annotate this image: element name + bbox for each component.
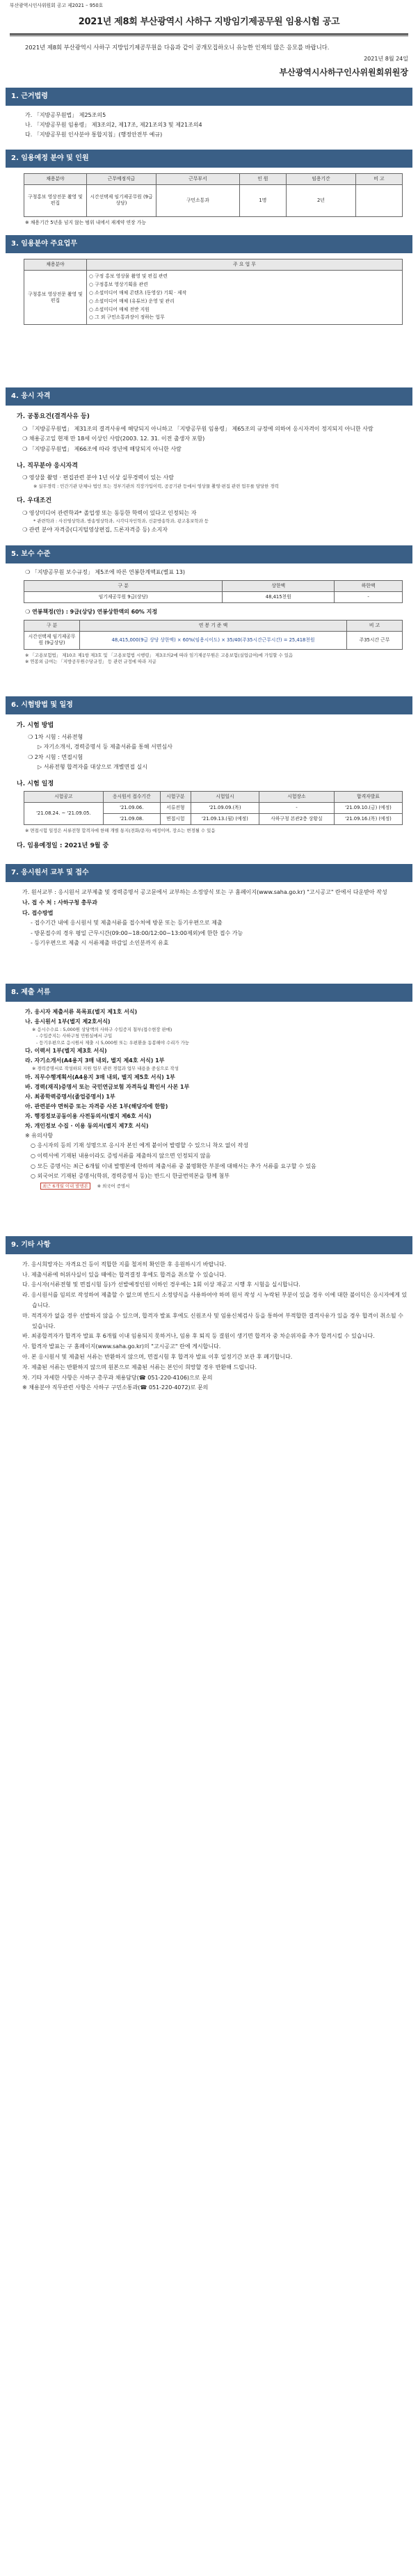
list-item: 다. 접수방법 [22, 909, 54, 916]
salary-note: ※ 연봉외 급여는 「지방공무원수당규정」 등 관련 규정에 따라 지급 [25, 659, 156, 665]
table-cell: '21.09.08. [103, 814, 160, 825]
announcement-number: 부산광역시인사위원회 공고 제2021 – 950호 [10, 3, 104, 8]
method-item: - 접수기간 내에 응시원서 및 제출서류를 접수처에 방문 또는 등기우편으로 제출 [31, 920, 223, 927]
list-item: 나. 접 수 처 : 사하구청 총무과 [22, 899, 97, 906]
table-header: 상한액 [223, 580, 335, 591]
table-header: 근무예정직급 [87, 173, 156, 184]
subheading: 가. 시험 방법 [17, 721, 54, 729]
salary-limit-table [24, 580, 403, 603]
caution-item: ○ 외국어로 기재된 증명서(학위, 경력증명서 등)는 반드시 한글번역본을 함께 첨부 [31, 1173, 230, 1180]
table-cell: 주35시간 근무 [347, 632, 403, 649]
list-note: * 관련학과 : 사진영상학과, 방송영상학과, 시각디자인학과, 신문방송학과, 광고홍보학과 등 [33, 518, 209, 525]
table-header: 주 요 업 무 [87, 259, 403, 270]
list-item: 다. 응시자(서류전형 및 면접시험 등)가 선발예정인원 이하인 경우에는 1회 이상 재공고 시행 후 시험을 실시합니다. [22, 1281, 300, 1288]
list-item: 가. 원서교부 : 응시원서 교부제출 및 경력증명서 공고문에서 교부하는 소정양식 또는 구 홈페이지(www.saha.go.kr) "고시공고" 란에서 다운받아 작성 [22, 888, 387, 895]
list-item: ❍ 관련 분야 자격증(디지털영상편집, 드론자격증 등) 소지자 [22, 526, 168, 533]
doc-item: 사. 최종학력증명서(졸업증명서) 1부 [25, 1093, 115, 1100]
highlight-recent [40, 1183, 408, 1190]
table-cell: 구청홍보 영상전문 촬영 및 편집 [24, 184, 87, 216]
list-item: 나. 제출서류에 허위사실이 있을 때에는 합격결정 후에도 합격을 취소할 수 있습니다. [22, 1271, 227, 1278]
caution-item: ○ 모든 증명서는 최근 6개월 이내 발행본에 한하며 제출서류 중 불명확한 부분에 대해서는 추가 서류를 요구할 수 있음 [31, 1162, 316, 1169]
doc-item: 바. 경력(재직)증명서 또는 국민연금보험 자격득실 확인서 사본 1부 [25, 1083, 190, 1090]
caution-item: ○ 이력서에 기재된 내용이라도 증빙서류를 제출하지 않으면 인정되지 않음 [31, 1152, 211, 1159]
issuer: 부산광역시사하구인사위원회위원장 [279, 67, 408, 77]
doc-note: - 수입증지는 사하구청 민원실에서 구입 [36, 1033, 113, 1039]
schedule-note: ※ 면접시험 일정은 서류전형 합격자에 한해 개별 통지(전화/문자) 예정이며, 장소는 변경될 수 있음 [25, 828, 216, 834]
section-exam-schedule: 6. 시험방법 및 일정 [6, 696, 412, 714]
doc-note: - 등기우편으로 응시원서 제출 시 5,000원 또는 우편환을 동봉해야 수리가 가능 [36, 1039, 189, 1046]
doc-note: ※ 경력증명서로 작성하되 지원 업무 관련 경험과 업무 내용을 중심으로 작성 [32, 1066, 179, 1072]
list-item: 바. 최종합격자가 합격자 발표 후 6개월 이내 임용되지 못하거나, 임용 후 퇴직 등 결원이 생기면 합격자 중 차순위자를 추가 합격시킬 수 있습니다. [22, 1333, 375, 1340]
table-cell: 구청홍보 영상전문 촬영 및 편집 [24, 271, 87, 325]
subheading: 다. 우대조건 [17, 497, 52, 505]
table-note: ※ 채용기간 5년을 넘지 않는 범위 내에서 재계약 연장 가능 [25, 219, 146, 225]
table-cell [355, 184, 402, 216]
caution-item: ○ 응시자의 등의 기재 성명으로 응시자 본인 에게 붙이어 발령할 수 있으니 착오 없이 작성 [31, 1142, 249, 1149]
doc-item: 자. 행정정보공동이용 사전동의서(별지 제6호 서식) [25, 1112, 152, 1119]
table-cell: 48,415천원 [223, 591, 335, 602]
list-item: 사. 합격자 발표는 구 홈페이지(www.saha.go.kr)의 "고시공고" 란에 게시합니다. [22, 1343, 221, 1350]
section-legal-basis: 1. 근거법령 [6, 88, 412, 106]
table-cell: - [259, 802, 334, 813]
exam-step-detail: ▷ 자기소개서, 경력증명서 등 제출서류를 통해 서면심사 [38, 744, 172, 751]
table-header: 합격자발표 [334, 791, 402, 802]
recruitment-table [24, 173, 403, 217]
table-header: 응시원서 접수기간 [103, 791, 160, 802]
list-item: 다. 「지방공무원 인사분야 통합지침」(행정안전부 예규) [25, 131, 163, 138]
method-item: - 등기우편으로 제출 시 서류제출 마감일 소인분까지 유효 [31, 940, 169, 947]
doc-item: 아. 관련분야 면허증 또는 자격증 사본 1부(해당자에 한함) [25, 1103, 168, 1110]
page-title: 2021년 제8회 부산광역시 사하구 지방임기제공무원 임용시험 공고 [78, 17, 340, 28]
table-header: 시험장소 [259, 791, 334, 802]
duty-item: ○ 소셜미디어 매체 콘텐츠 (동영상) 기획 · 제작 [89, 289, 187, 296]
table-cell: - [335, 591, 403, 602]
table-header: 인 원 [239, 173, 286, 184]
table-cell: 2년 [286, 184, 355, 216]
table-header: 비 고 [355, 173, 402, 184]
doc-item: 다. 이력서 1부(별지 제3호 서식) [25, 1048, 107, 1055]
table-header: 구 분 [24, 621, 80, 632]
list-item: ❍ 「지방공무원법」 제31조의 결격사유에 해당되지 아니하고 「지방공무원 임용령」 제65조의 규정에 의하여 응시자격이 정지되지 아니한 사람 [22, 425, 373, 432]
table-header: 구 분 [24, 580, 223, 591]
table-header: 시험구분 [160, 791, 191, 802]
list-item: ❍ 「지방공무원법」 제66조에 따라 정년에 해당되지 아니한 사람 [22, 446, 182, 453]
announcement-date: 2021년 8월 24일 [364, 55, 408, 62]
table-header: 비 고 [347, 621, 403, 632]
salary-reference: ❍ 「지방공무원 보수규정」 제5조에 따른 연봉한계액표(별표 13) [25, 568, 185, 575]
duty-item: ○ 그 외 구민소통과장이 정하는 업무 [89, 314, 165, 321]
salary-note: ※ 「고용보험법」 제10조 제1항 제3호 및 「고용보험법 시행령」 제3조의2에 따라 임기제공무원은 고용보험(실업급여)에 가입할 수 있음 [25, 652, 294, 658]
duties-table [24, 259, 403, 326]
caution-heading: ※ 유의사항 [25, 1132, 54, 1139]
doc-item: 라. 자기소개서(A4용지 3매 내외, 별지 제4호 서식) 1부 [25, 1057, 165, 1064]
list-item: ※ 채용분야 직무관련 사항은 사하구 구민소통과(☎ 051-220-4072)로 문의 [22, 1384, 209, 1391]
duty-item: ○ 소셜미디어 매체 (유튜브) 운영 및 관리 [89, 298, 175, 304]
duties-cell [87, 271, 403, 325]
table-cell: 시간선택제 임기제공무원 (9급상당) [24, 632, 80, 649]
table-cell: 면접시험 [160, 814, 191, 825]
intro-paragraph: 2021년 제8회 부산광역시 사하구 지방임기제공무원을 다음과 같이 공개모집하오니 유능한 인재의 많은 응모를 바랍니다. [25, 43, 330, 51]
section-duties: 3. 임용분야 주요업무 [6, 235, 412, 253]
table-cell: '21.09.06. [103, 802, 160, 813]
salary-calc-table [24, 620, 403, 650]
exam-step-detail: ▷ 서류전형 합격자를 대상으로 개별면접 실시 [38, 764, 147, 771]
table-header: 시험일시 [191, 791, 259, 802]
table-cell: 사하구청 본관2층 상황실 [259, 814, 334, 825]
table-header: 연 봉 기 준 액 [80, 621, 347, 632]
table-cell: 시간선택제 임기제공무원 (9급상당) [87, 184, 156, 216]
section-documents: 8. 제출 서류 [6, 984, 412, 1002]
table-cell: 1명 [239, 184, 286, 216]
section-recruitment: 2. 임용예정 분야 및 인원 [6, 150, 412, 168]
table-cell: 48,415,000(9급 상당 상한액) × 60%(임용시이도) × 35/40(주35시간근무시간) = 25,418천원 [80, 632, 347, 649]
duty-item: ○ 구정홍보 영상기획을 관련 [89, 281, 148, 287]
list-item: ❍ 영상미디어 관련학과* 졸업생 또는 동등한 학력이 있다고 인정되는 자 [22, 509, 197, 516]
list-item: 마. 적격자가 없을 경우 선발하지 않을 수 있으며, 합격자 발표 후에도 신원조사 및 임용신체검사 등을 통하여 부적합한 결격사유가 있을 경우 합격이 취소될 수 있습니다. [22, 1312, 403, 1329]
doc-item: 차. 개인정보 수집 · 이용 동의서(별지 제7호 서식) [25, 1122, 149, 1129]
schedule-table [24, 791, 403, 826]
subheading: 나. 시험 일정 [17, 780, 54, 787]
duty-item: ○ 소셜미디어 매체 전반 지원 [89, 306, 150, 312]
doc-item: 가. 응시자 제출서류 목록표(별지 제1호 서식) [25, 1008, 138, 1015]
table-cell: 서류전형 [160, 802, 191, 813]
section-application: 7. 응시원서 교부 및 접수 [6, 864, 412, 882]
section-other: 9. 기타 사항 [6, 1236, 412, 1254]
list-item: 아. 본 응시원서 및 제출된 서류는 반환하지 않으며, 면접시험 후 합격자 발표 이후 일정기간 보관 후 폐기합니다. [22, 1353, 293, 1360]
list-item: 자. 제출된 서류는 반환하지 않으며 원본으로 제출된 서류는 본인이 희망할 경우 반환해 드립니다. [22, 1363, 257, 1370]
method-item: - 방문접수의 경우 평일 근무시간(09:00~18:00/12:00~13:00제외)에 한한 접수 가능 [31, 929, 243, 936]
cert-note: ※ 외국어 증명서 [97, 1183, 130, 1190]
table-cell: 구민소통과 [156, 184, 240, 216]
subheading: 나. 직무분야 응시자격 [17, 462, 78, 470]
salary-basis: ❍ 연봉책정(안) : 9급(상당) 연봉상한액의 60% 지정 [25, 609, 158, 616]
doc-item: 나. 응시원서 1부(별지 제2호서식) [25, 1018, 111, 1025]
doc-note: ※ 응시수수료 : 5,000원 상당액의 사하구 수입증지 첨부(접수현장 판매) [32, 1026, 172, 1032]
table-header: 하한액 [335, 580, 403, 591]
table-header: 근무부서 [156, 173, 240, 184]
list-item: ❍ 채용공고일 현재 만 18세 이상인 사람(2003. 12. 31. 이전 출생자 포함) [22, 435, 205, 442]
table-cell: '21.09.13.(월) (예정) [191, 814, 259, 825]
table-cell: 임기제공무원 9급(상당) [24, 591, 223, 602]
table-cell: '21.09.16.(목) (예정) [334, 814, 402, 825]
table-header: 채용분야 [24, 173, 87, 184]
table-header: 채용분야 [24, 259, 87, 270]
exam-step: ❍ 2차 시험 : 면접시험 [28, 753, 83, 760]
section-salary: 5. 보수 수준 [6, 545, 412, 563]
appointment-date: 다. 임용예정일 : 2021년 9월 중 [17, 842, 109, 849]
duty-item: ○ 구정 홍보 영상물 촬영 및 편집 관련 [89, 273, 168, 280]
exam-step: ❍ 1차 시험 : 서류전형 [28, 734, 83, 740]
table-cell: '21.09.10.(금) (예정) [334, 802, 402, 813]
list-item: 가. 응시희망자는 자격요건 등이 적합한 지를 철저히 확인한 후 응원하시기 바랍니다. [22, 1261, 227, 1267]
list-item: 가. 「지방공무원법」 제25조의5 [25, 111, 106, 118]
table-header: 시험공고 [24, 791, 104, 802]
section-qualifications: 4. 응시 자격 [6, 387, 412, 406]
subheading: 가. 공통요건(결격사유 등) [17, 413, 90, 421]
doc-item: 마. 직무수행계획서(A4용지 3매 내외, 별지 제5호 서식) 1부 [25, 1073, 175, 1080]
list-note: ※ 실무경력 : 민간기관 단체나 법인 또는 정부기관의 직장가입이력, 공공기관 등에서 영상물 촬영·편집 관련 업무를 담당한 경력 [33, 483, 279, 489]
list-item: 나. 「지방공무원 임용령」 제3조의2, 제17조, 제21조의3 및 제21조의4 [25, 121, 202, 128]
recent-issue-badge: 최근 6개월 이내 발행본 [40, 1183, 90, 1190]
list-item: ❍ 영상물 촬영 · 편집관련 분야 1년 이상 실무경력이 있는 사람 [22, 474, 174, 481]
list-item: 차. 기타 자세한 사항은 사하구 총무과 채용담당(☎ 051-220-4106)으로 문의 [22, 1374, 213, 1381]
table-cell: '21.09.09.(목) [191, 802, 259, 813]
table-header: 임용기간 [286, 173, 355, 184]
table-cell: '21.08.24. ~ '21.09.05. [24, 802, 104, 824]
title-divider [10, 33, 408, 36]
list-item: 라. 응시원서를 임의로 작성하여 제출할 수 없으며 반드시 소정양식을 사용하여야 하며 원서 작성 시 누락된 부분이 있을 경우 이에 대한 불이익은 응시자에게 있습니다. [22, 1292, 408, 1309]
